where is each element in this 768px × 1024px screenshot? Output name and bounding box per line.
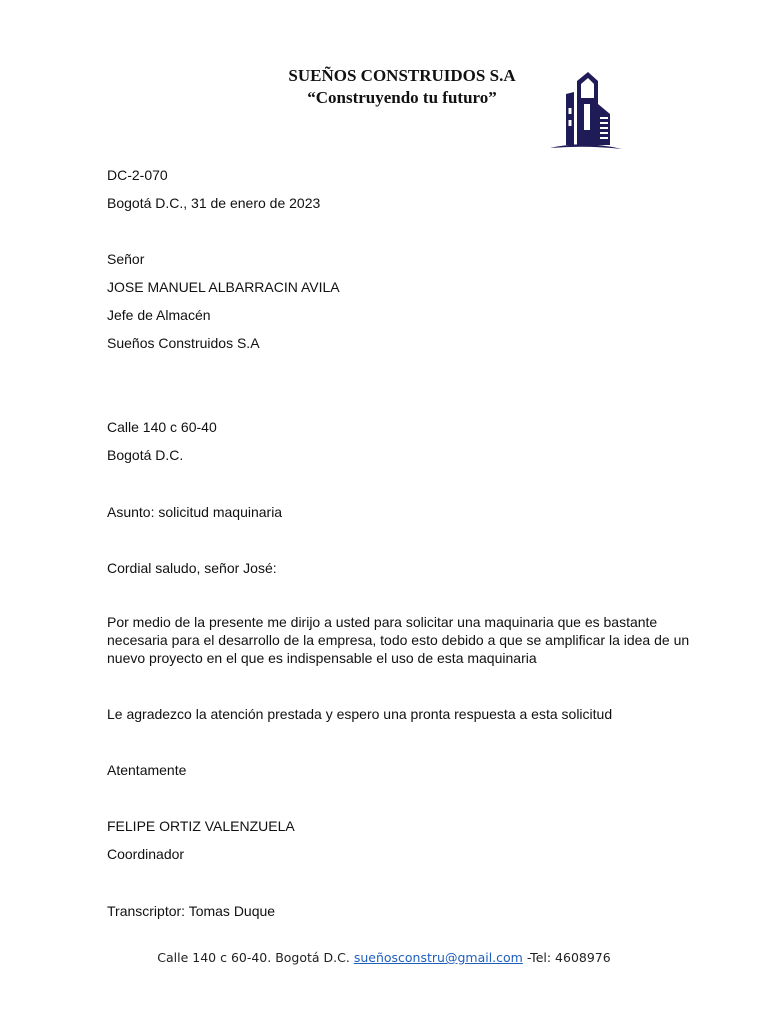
footer-email-link[interactable]: sueñosconstru@gmail.com (353, 950, 523, 965)
recipient-role: Jefe de Almacén (107, 307, 211, 323)
company-name: SUEÑOS CONSTRUIDOS S.A (288, 66, 516, 85)
letter-body: Por medio de la presente me dirijo a usted para solicitar una maquinaria que es bastante necesaria para el desarrollo de la empresa, todo esto debido a que se amplificar la idea de un nuevo proyecto en el que es indispensable el uso de esta maquinaria (107, 614, 690, 666)
address-city: Bogotá D.C. (107, 447, 184, 463)
transcriber: Transcriptor: Tomas Duque (107, 903, 276, 919)
salutation-title: Señor (107, 251, 145, 267)
company-slogan: “Construyendo tu futuro” (307, 88, 497, 107)
page-footer (0, 949, 768, 967)
place-date: Bogotá D.C., 31 de enero de 2023 (107, 195, 321, 211)
recipient-company: Sueños Construidos S.A (107, 335, 260, 351)
signer-name: FELIPE ORTIZ VALENZUELA (107, 818, 295, 834)
signer-role: Coordinador (107, 846, 185, 862)
letter-thanks: Le agradezco la atención prestada y espero una pronta respuesta a esta solicitud (107, 706, 613, 722)
address-street: Calle 140 c 60-40 (107, 419, 217, 435)
footer-phone: -Tel: 4608976 (522, 950, 611, 965)
footer-address: Calle 140 c 60-40. Bogotá D.C. (157, 950, 354, 965)
building-logo-icon (548, 68, 626, 154)
recipient-name: JOSE MANUEL ALBARRACIN AVILA (107, 279, 340, 295)
letter-closing: Atentamente (107, 762, 187, 778)
letter-subject: Asunto: solicitud maquinaria (107, 504, 283, 520)
document-reference: DC-2-070 (107, 167, 168, 183)
letter-greeting: Cordial saludo, señor José: (107, 560, 277, 576)
